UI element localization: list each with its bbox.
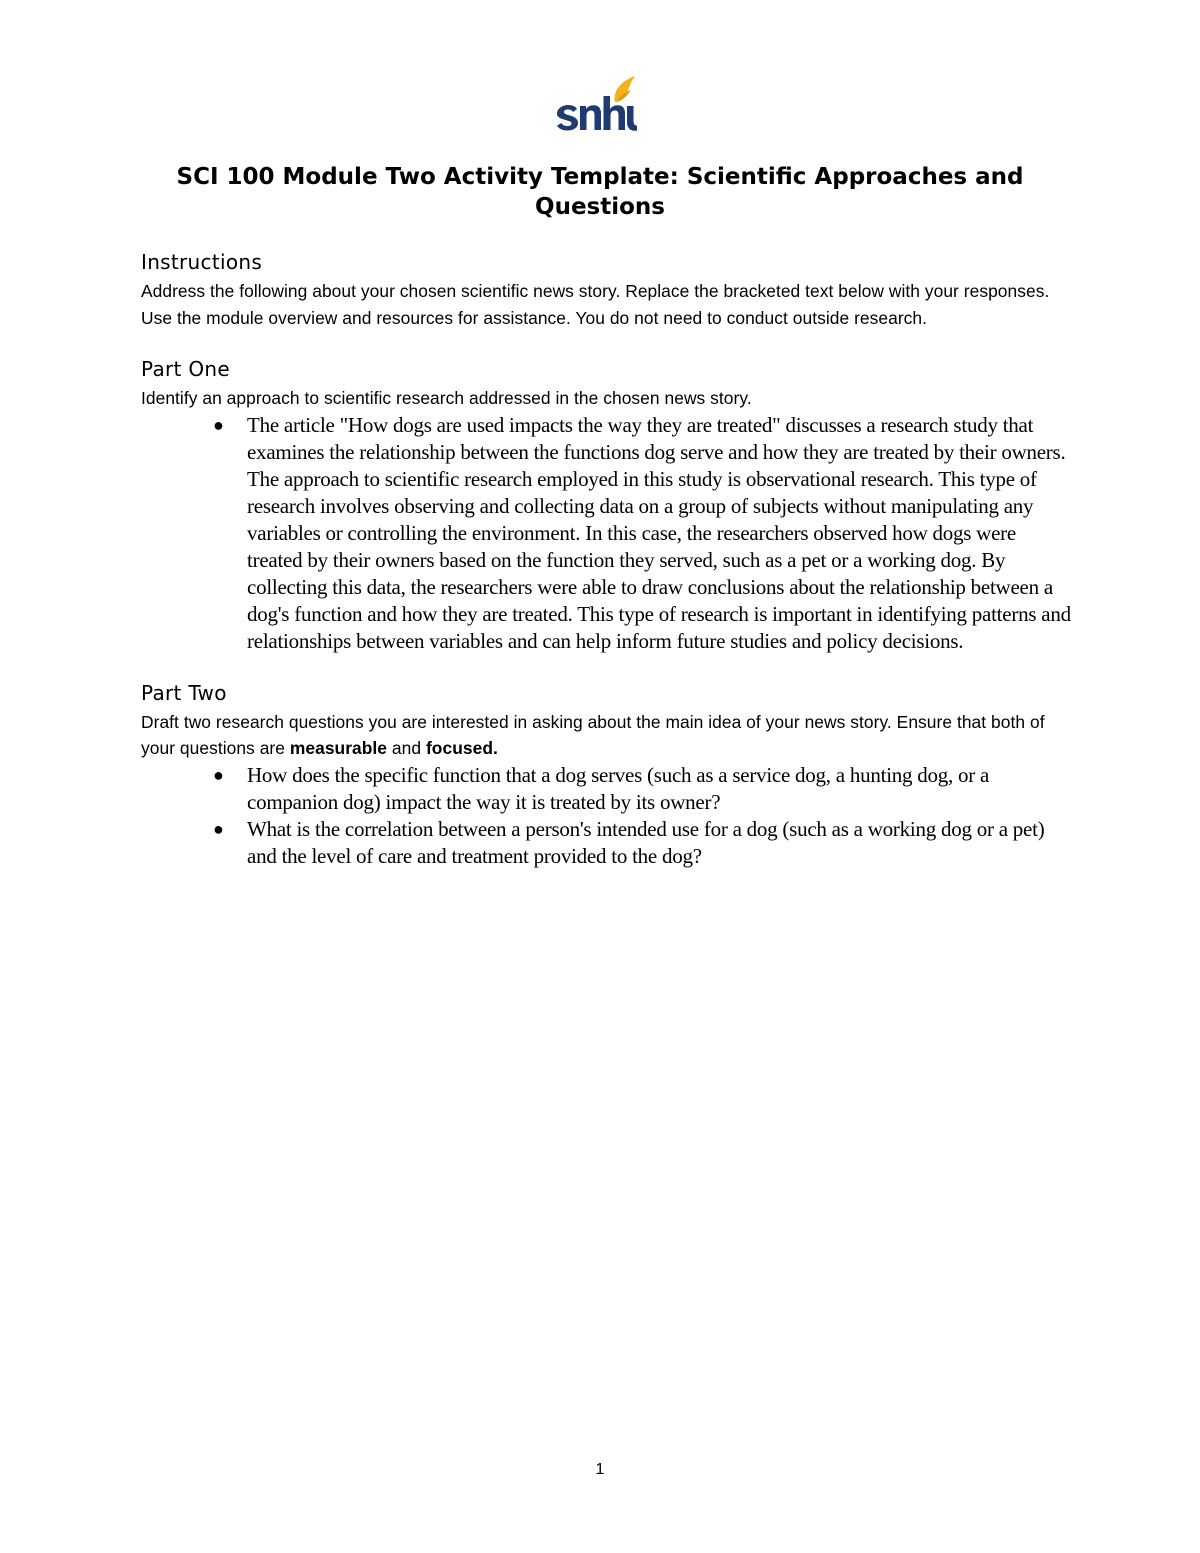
list-item [213,412,1071,655]
part-two-answer-1: How does the specific function that a dog serves (such as a service dog, a hunting dog, or a companion dog) impact the way it is treated by its owner? [247,762,990,814]
snhu-logo [555,72,639,134]
instructions-text: Address the following about your chosen scientific news story. Replace the bracketed text below with your responses. Use the module overview and resources for assistance. You do not need to conduct outside research. [141,281,1050,328]
part-two-answer-list [141,762,1071,870]
bullet-icon: ● [213,764,224,785]
part-two-prompt-start: Draft two research questions you are interested in asking about the main idea of your news story. Ensure that both of your questions are [141,711,1045,758]
part-two-heading: Part Two [141,680,227,705]
bullet-icon: ● [213,414,224,435]
part-two-prompt-mid: and [387,738,426,758]
document-body [141,246,1071,870]
part-one-prompt: Identify an approach to scientific research addressed in the chosen news story. [141,388,752,408]
page-number: 1 [595,1461,605,1478]
instructions-heading: Instructions [141,250,263,274]
part-one-heading: Part One [141,357,230,381]
part-two-answer-2: What is the correlation between a person's intended use for a dog (such as a working dog or a pet) and the level of care and treatment provided to the dog? [247,816,1045,868]
part-two-prompt-end: . [493,738,498,758]
part-one-answer-text: The article "How dogs are used impacts the way they are treated" discusses a research study that examines the relationship between the functions dog serve and how they are treated by their owners. The approach to scientific research employed in this study is observational research. This type of research involves observing and collecting data on a group of subjects without manipulating any variables or controlling the environment. In this case, the researchers observed how dogs were treated by their owners based on the function they served, such as a pet or a working dog. By collecting this data, the researchers were able to draw conclusions about the relationship between a dog's function and how they are treated. This type of research is important in identifying patterns and relationships between variables and can help inform future studies and policy decisions. [247,412,1071,653]
part-two-prompt-focused: focused [425,738,493,758]
list-item [213,762,1071,816]
list-item [213,816,1071,870]
part-two-prompt [141,709,1071,762]
document-title: SCI 100 Module Two Activity Template: Scientific Approaches and Questions [176,164,1024,220]
part-two-prompt-measurable: measurable [289,738,388,758]
snhu-logo-mark [555,72,639,134]
bullet-icon: ● [213,818,224,839]
part-one-answer-list [141,412,1071,655]
